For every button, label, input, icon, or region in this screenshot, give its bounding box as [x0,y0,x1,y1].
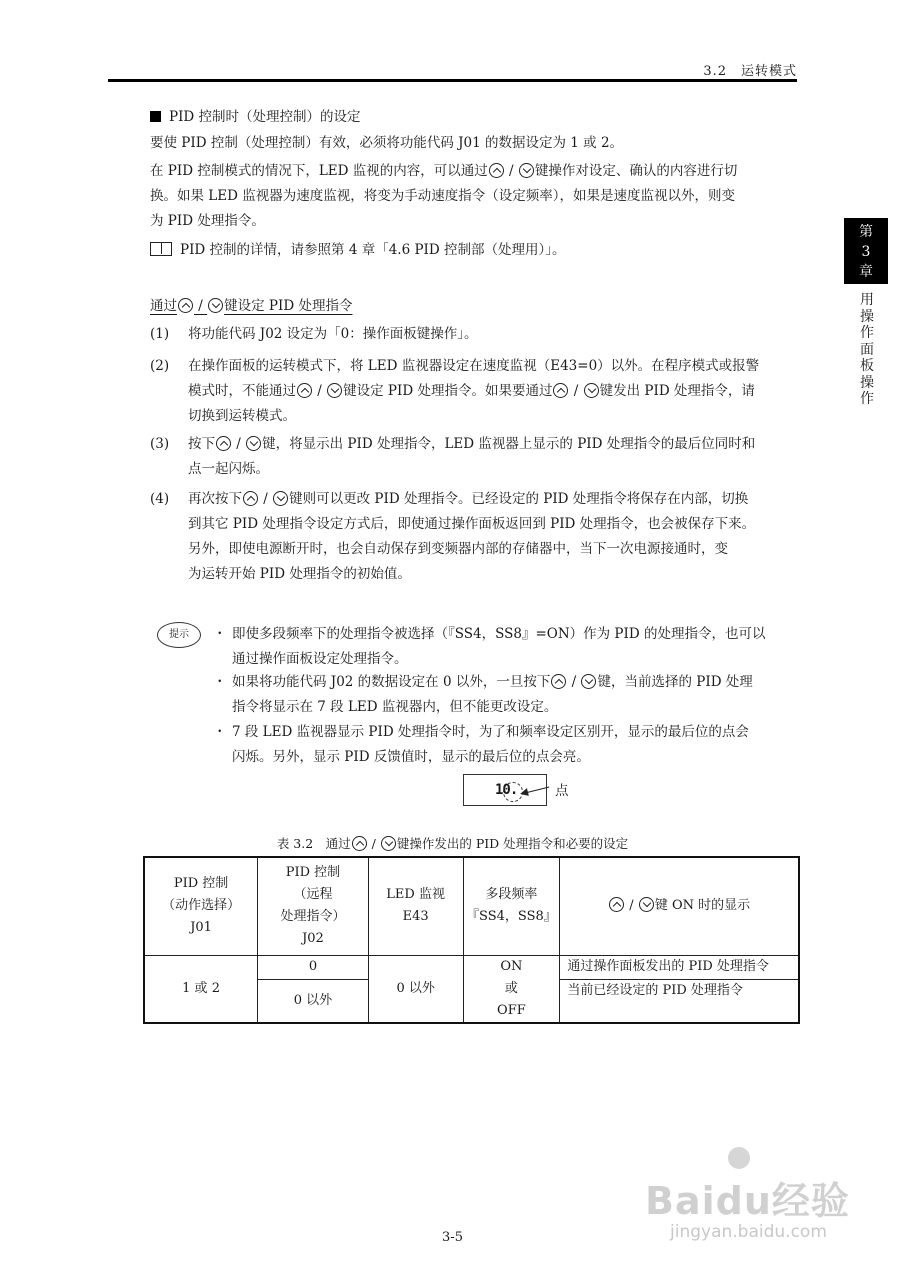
table-caption: 表 3.2 通过 / 键操作发出的 PID 处理指令和必要的设定 [276,836,629,851]
up-key-icon [297,383,312,398]
watermark-url: jingyan.baidu.com [670,1222,827,1242]
header-display: / 键 ON 时的显示 [560,857,799,955]
pid-settings-table [143,856,800,1024]
led-digits: 10. [495,782,518,798]
header-rule [108,79,797,82]
header-j01: PID 控制 （动作选择） J01 [144,857,258,955]
hint-bullet: ・ [213,626,227,642]
cell-display-panel: 通过操作面板发出的 PID 处理指令 [560,955,799,979]
chapter-tab [844,218,888,284]
page-number: 3-5 [442,1230,463,1245]
hint-3-text: 7 段 LED 监视器显示 PID 处理指令时，为了和频率设定区别开，显示的最后位的点会 闪烁。另外，显示 PID 反馈值时，显示的最后位的点会亮。 [232,724,749,765]
header-e43: LED 监视 E43 [368,857,463,955]
table-row [144,955,799,979]
cell-j02-zero: 0 [258,955,369,979]
down-key-icon [639,897,654,912]
section-heading: PID 控制时（处理控制）的设定 [150,105,800,130]
cell-e43: 0 以外 [368,955,463,1023]
up-key-icon [243,491,258,506]
table-header-row [144,857,799,955]
step-3-text: 按下 / 键，将显示出 PID 处理指令，LED 监视器上显示的 PID 处理指令的最后位同时和 点一起闪烁。 [188,436,756,477]
baidu-paw-icon [728,1147,750,1169]
header-j02: PID 控制 （远程 处理指令） J02 [258,857,369,955]
down-key-icon [327,383,342,398]
step-number: (1) [150,326,170,342]
chapter-tab-line2: 3 [861,244,871,260]
cell-display-current: 当前已经设定的 PID 处理指令 [560,979,799,1023]
hint-icon: 提示 [157,622,201,648]
square-bullet-icon [150,111,161,122]
cell-j01: 1 或 2 [144,955,258,1023]
section-header: 3.2 运转模式 [703,64,797,79]
down-key-icon [584,383,599,398]
cell-multistep: ON 或 OFF [463,955,560,1023]
watermark-brand: Baidu经验 [645,1179,850,1223]
up-key-icon [352,836,367,851]
step-1-text: 将功能代码 J02 设定为「0：操作面板键操作」。 [188,326,478,342]
up-key-icon [609,897,624,912]
down-key-icon [208,298,223,313]
up-key-icon [178,298,193,313]
step-number: (3) [150,436,170,452]
hint-bullet: ・ [213,674,227,690]
down-key-icon [246,436,261,451]
para-monitor-content: 在 PID 控制模式的情况下，LED 监视的内容，可以通过 / 键操作对设定、确认的内容进行切 换。如果 LED 监视器为速度监视，将变为手动速度指令（设定频率），如果是速度监视以外，则变 为 PID 处理指令。 [150,163,738,229]
para-pid-enable: 要使 PID 控制（处理控制）有效，必须将功能代码 J01 的数据设定为 1 或 2。 [150,135,624,151]
hint-2-text: 如果将功能代码 J02 的数据设定在 0 以外，一旦按下 / 键，当前选择的 PID 处理 指令将显示在 7 段 LED 监视器内，但不能更改设定。 [232,674,753,715]
step-2-text: 在操作面板的运转模式下，将 LED 监视器设定在速度监视（E43=0）以外。在程序模式或报警 模式时，不能通过 / 键设定 PID 处理指令。如果要通过 / 键发出 PID 处理指令，请 切换到运转模式。 [188,358,760,424]
step-number: (2) [150,358,170,374]
chapter-tab-line3: 章 [859,264,873,280]
step-number: (4) [150,491,170,507]
up-key-icon [553,383,568,398]
down-key-icon [581,674,596,689]
step-4-text: 再次按下 / 键则可以更改 PID 处理指令。已经设定的 PID 处理指令将保存在内部，切换 到其它 PID 处理指令设定方式后，即使通过操作面板返回到 PID 处理指令，也会被保存下来。 另外，即使电源断开时，也会自动保存到变频器内部的存储器中，当下一次电源接通时，变 为运转开始 PID 处理指令的初始值。 [188,491,756,582]
up-key-icon [489,163,504,178]
subheading-set-pid: 通过 / 键设定 PID 处理指令 [150,298,353,314]
hint-1-text: 即使多段频率下的处理指令被选择（『SS4，SS8』=ON）作为 PID 的处理指令，也可以 通过操作面板设定处理指令。 [232,626,766,667]
down-key-icon [381,836,396,851]
reference-note: PID 控制的详情，请参照第 4 章「4.6 PID 控制部（处理用）」。 [150,238,800,263]
up-key-icon [551,674,566,689]
chapter-vertical-title: 用操作面板操作 [860,292,874,407]
cell-j02-nonzero: 0 以外 [258,979,369,1023]
header-multistep: 多段频率 『SS4，SS8』 [463,857,560,955]
hint-bullet: ・ [213,724,227,740]
up-key-icon [216,436,231,451]
down-key-icon [273,491,288,506]
pointer-label: 点 [555,783,569,799]
chapter-tab-line1: 第 [859,224,873,240]
book-reference-icon [150,242,172,256]
down-key-icon [519,163,534,178]
